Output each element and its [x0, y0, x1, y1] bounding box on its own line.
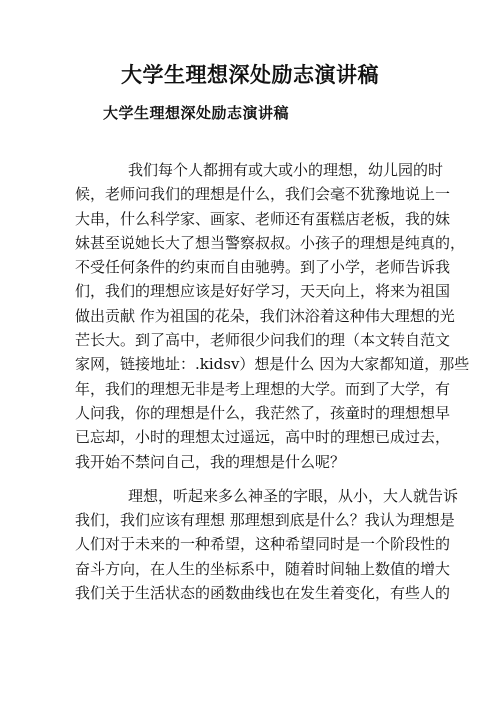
- text-line: 年，我们的理想无非是考上理想的大学。而到了大学，有: [75, 379, 451, 398]
- text-line: 不受任何条件的约束而自由驰骋。到了小学，老师告诉我: [75, 258, 451, 277]
- text-line: 人问我，你的理想是什么，我茫然了，孩童时的理想想早: [75, 403, 451, 422]
- text-line: 家网，链接地址：.kidsv）想是什么 因为大家都知道，那些: [75, 355, 470, 374]
- text-line: 大串，什么科学家、画家、老师还有蛋糕店老板，我的妹: [75, 209, 451, 228]
- paragraph-2: [75, 484, 459, 605]
- text-line: 理想，听起来多么神圣的字眼，从小，大人就告诉: [128, 486, 459, 505]
- text-line: 妹甚至说她长大了想当警察叔叔。小孩子的理想是纯真的，: [75, 233, 466, 252]
- document-subtitle: 大学生理想深处励志演讲稿: [103, 104, 290, 122]
- text-line: 奋斗方向，在人生的坐标系中，随着时间轴上数值的增大: [75, 559, 451, 578]
- text-line: 做出贡献 作为祖国的花朵，我们沐浴着这种伟大理想的光: [75, 306, 455, 325]
- text-line: 候，老师问我们的理想是什么，我们会毫不犹豫地说上一: [75, 185, 451, 204]
- paragraph-1: [75, 158, 470, 474]
- text-line: 我们每个人都拥有或大或小的理想，幼儿园的时: [128, 161, 444, 179]
- text-line: 人们对于未来的一种希望，这种希望同时是一个阶段性的: [75, 535, 451, 554]
- document-title: 大学生理想深处励志演讲稿: [121, 62, 379, 87]
- text-line: 我们，我们应该有理想 那理想到底是什么？我认为理想是: [75, 511, 455, 530]
- text-line: 已忘却，小时的理想太过遥远，高中时的理想已成过去，: [75, 428, 451, 447]
- document-body: [75, 158, 470, 605]
- text-line: 芒长大。到了高中，老师很少问我们的理（本文转自范文: [75, 331, 451, 350]
- text-line: 我们关于生活状态的函数曲线也在发生着变化，有些人的: [75, 584, 451, 603]
- text-line: 们，我们的理想应该是好好学习，天天向上，将来为祖国: [75, 282, 451, 301]
- text-line: 我开始不禁问自己，我的理想是什么呢？: [75, 452, 346, 471]
